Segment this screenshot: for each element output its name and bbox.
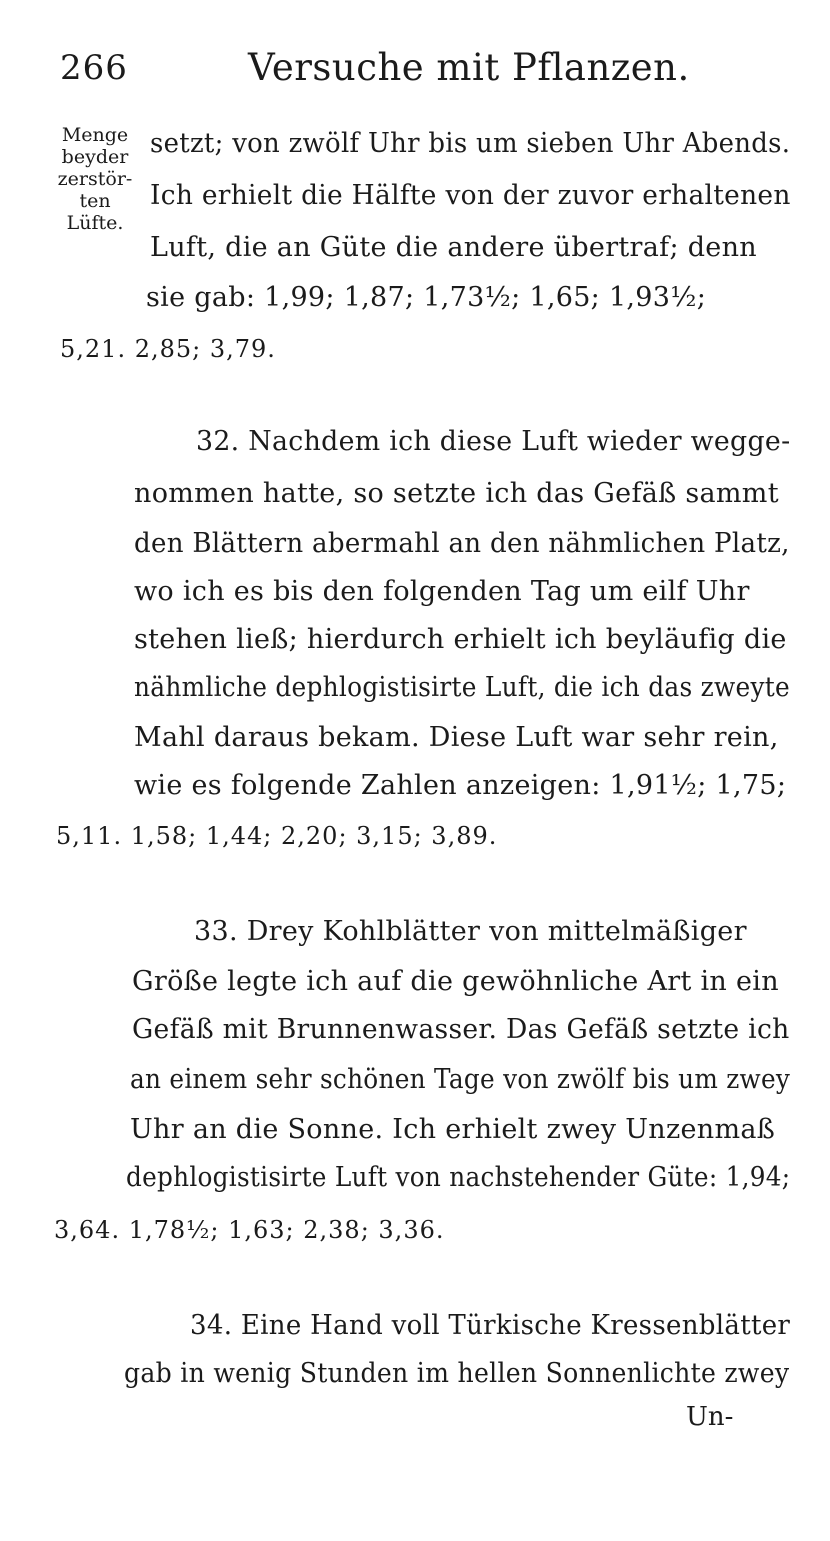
- text-line: 3,64. 1,78½; 1,63; 2,38; 3,36.: [54, 1216, 445, 1244]
- text-line: setzt; von zwölf Uhr bis um sieben Uhr Abends.: [150, 128, 791, 159]
- text-line: gab in wenig Stunden im hellen Sonnenlichte zwey: [124, 1358, 790, 1389]
- text-line: dephlogistisirte Luft von nachstehender Güte: 1,94;: [126, 1162, 791, 1193]
- text-line: stehen ließ; hierdurch erhielt ich beyläufig die: [134, 624, 787, 655]
- running-title: Versuche mit Pflanzen.: [248, 46, 690, 89]
- page-number: 266: [60, 48, 128, 88]
- text-line: Ich erhielt die Hälfte von der zuvor erhaltenen: [150, 180, 791, 211]
- margin-note: [56, 124, 134, 234]
- text-line: wo ich es bis den folgenden Tag um eilf Uhr: [134, 576, 750, 607]
- text-line: sie gab: 1,99; 1,87; 1,73½; 1,65; 1,93½;: [146, 282, 707, 313]
- text-line: Uhr an die Sonne. Ich erhielt zwey Unzenmaß: [130, 1114, 776, 1145]
- margin-note-line: ten: [79, 190, 111, 212]
- text-line: 5,11. 1,58; 1,44; 2,20; 3,15; 3,89.: [56, 822, 498, 850]
- margin-note-line: Menge: [61, 124, 129, 146]
- text-line: nommen hatte, so setzte ich das Gefäß sammt: [134, 478, 779, 509]
- text-line: Luft, die an Güte die andere übertraf; denn: [150, 232, 757, 263]
- text-line: wie es folgende Zahlen anzeigen: 1,91½; 1,75;: [134, 770, 787, 801]
- text-line: an einem sehr schönen Tage von zwölf bis um zwey: [130, 1064, 791, 1095]
- section-32-first-line: 32. Nachdem ich diese Luft wieder wegge-: [196, 426, 791, 457]
- margin-note-line: zerstör-: [57, 168, 133, 190]
- section-34-first-line: 34. Eine Hand voll Türkische Kressenblätter: [190, 1310, 791, 1341]
- text-line: Gefäß mit Brunnenwasser. Das Gefäß setzte ich: [132, 1014, 790, 1045]
- text-line: den Blättern abermahl an den nähmlichen Platz,: [134, 528, 790, 559]
- margin-note-line: Lüfte.: [66, 212, 124, 234]
- catchword: Un-: [686, 1402, 734, 1432]
- text-line: Größe legte ich auf die gewöhnliche Art in ein: [132, 966, 779, 997]
- section-33-first-line: 33. Drey Kohlblätter von mittelmäßiger: [194, 916, 747, 947]
- text-line: Mahl daraus bekam. Diese Luft war sehr rein,: [134, 722, 779, 753]
- text-line: nähmliche dephlogistisirte Luft, die ich das zweyte: [134, 672, 790, 703]
- text-line: 5,21. 2,85; 3,79.: [60, 335, 276, 363]
- margin-note-line: beyder: [61, 146, 129, 168]
